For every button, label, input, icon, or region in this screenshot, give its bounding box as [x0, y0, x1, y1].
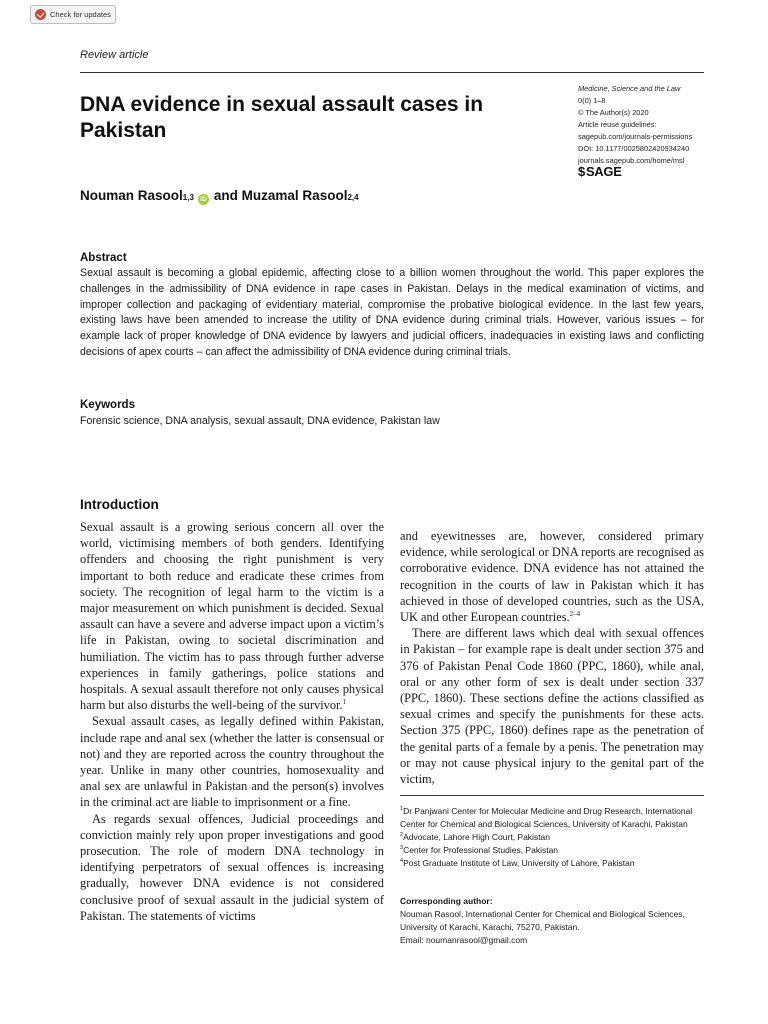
- citation-ref[interactable]: 1: [342, 698, 347, 707]
- keywords-heading: Keywords: [80, 399, 135, 411]
- body-column-left: [80, 519, 384, 924]
- paragraph: There are different laws which deal with sexual offences in Pakistan – for example rape is dealt under section 375 and 376 of Pakistan Penal Code 1860 (PPC, 1860), while anal, oral or any other form of sex is dealt under section 337 (PPC, 1860). These sections define the actions classified as sexual crimes and specify the punishments for these acts. Section 375 (PPC, 1860) defines rape as the penetration of the genital parts of a female by a penis. The penetration may or may not cause physical injury to the genital part of the victim,: [400, 626, 704, 787]
- check-for-updates-button[interactable]: [30, 5, 116, 24]
- article-title: DNA evidence in sexual assault cases in Pakistan: [80, 93, 484, 142]
- check-updates-icon: [35, 9, 46, 20]
- footnote: [400, 844, 710, 857]
- article-type: Review article: [80, 49, 149, 61]
- corresponding-author: [400, 895, 710, 947]
- paragraph: [80, 519, 384, 713]
- footnote-number: 4: [400, 858, 404, 865]
- body-column-right: [400, 528, 704, 787]
- corresponding-email[interactable]: Email: noumanrasool@gmail.com: [400, 935, 528, 945]
- keywords-text: Forensic science, DNA analysis, sexual assault, DNA evidence, Pakistan law: [80, 415, 440, 427]
- affiliation-footnotes: [400, 805, 710, 870]
- author-2-affiliation: 2,4: [347, 193, 359, 202]
- author-1-affiliation: 1,3: [182, 193, 194, 202]
- author-1: Nouman Rasool: [80, 188, 183, 203]
- footnote-number: 3: [400, 845, 404, 852]
- introduction-heading: Introduction: [80, 497, 159, 512]
- paragraph-text: Sexual assault is a growing serious concern all over the world, victimising members of both genders. Identifying offenders and choosing the right punishment is very important to both reduce and eradicate these crimes from society. The recognition of legal harm to the victim is a major measurement on which punishment is decided. Sexual assault can have a severe and adverse impact upon a victim’s life in Pakistan, owing to societal discrimination and humiliation. The victim has to pass through further adverse experiences in family gatherings, police stations and hospitals. A sexual assault therefore not only causes physical harm but also disturbs the well-being of the survivor.: [80, 520, 384, 713]
- corresponding-heading: Corresponding author:: [400, 896, 493, 906]
- corresponding-address: Nouman Rasool, International Center for Chemical and Biological Sciences, University of Karachi, Karachi, 75270, Pakistan.: [400, 909, 685, 932]
- footnote-text: Advocate, Lahore High Court, Pakistan: [403, 832, 551, 842]
- copyright: © The Author(s) 2020: [578, 108, 649, 117]
- author-2: Muzamal Rasool: [241, 188, 348, 203]
- paragraph-text: and eyewitnesses are, however, considered primary evidence, while serological or DNA reports are recognised as corroborative evidence. DNA evidence has not attained the recognition in the courts of law in Pakistan which it has achieved in those of developed countries, such as the USA, UK and other European countries.: [400, 529, 704, 625]
- footnote-number: 1: [400, 806, 404, 813]
- sage-logo: [578, 164, 622, 179]
- footnote: [400, 831, 710, 844]
- author-conjunction: and: [213, 188, 238, 203]
- sage-mark-icon: $: [578, 164, 585, 179]
- abstract-text: Sexual assault is becoming a global epidemic, affecting close to a billion women throughout the world. This paper explores the challenges in the admissibility of DNA evidence in rape cases in Pakistan. Delays in the medical examination of victims, and improper collection and packaging of evidentiary material, compromise the probative biological evidence. In the last few years, existing laws have been amended to increase the utility of DNA evidence during criminal trials. However, various issues – for example lack of proper knowledge of DNA evidence by lawyers and judicial officers, inadequacies in existing laws and conflicting decisions of apex courts – can affect the admissibility of DNA evidence during criminal trials.: [80, 267, 704, 358]
- footnote-text: Center for Professional Studies, Pakistan: [403, 845, 559, 855]
- journal-issue: 0(0) 1–8: [578, 96, 606, 105]
- journal-info: [578, 83, 718, 167]
- abstract-heading: Abstract: [80, 252, 127, 264]
- footnote-divider: [400, 795, 704, 796]
- footnote-text: Post Graduate Institute of Law, University of Lahore, Pakistan: [403, 858, 635, 868]
- journal-name: Medicine, Science and the Law: [578, 84, 681, 93]
- journal-homepage[interactable]: journals.sagepub.com/home/msl: [578, 156, 685, 165]
- header-divider: [80, 72, 704, 73]
- orcid-icon[interactable]: iD: [198, 194, 209, 205]
- citation-ref[interactable]: 2–4: [569, 609, 581, 618]
- footnote: [400, 857, 710, 870]
- doi[interactable]: DOI: 10.1177/0025802420934240: [578, 144, 690, 153]
- sage-logo-text: SAGE: [585, 164, 622, 179]
- footnote: [400, 805, 710, 831]
- paragraph: [400, 528, 704, 625]
- check-updates-label: Check for updates: [50, 10, 111, 19]
- footnote-number: 2: [400, 832, 404, 839]
- paragraph: Sexual assault cases, as legally defined within Pakistan, include rape and anal sex (whether the latter is consensual or not) and they are reported across the country throughout the year. Unlike in many other countries, homosexuality and anal sex are unlawful in Pakistan and the person(s) involves in the criminal act are liable to imprisonment or a fine.: [80, 714, 384, 810]
- paragraph: As regards sexual offences, Judicial proceedings and conviction mainly rely upon proper investigations and good prosecution. The role of modern DNA technology in identifying perpetrators of sexual offences is increasing gradually, however DNA evidence is not considered conclusive proof of sexual assault in the judicial system of Pakistan. The statements of victims: [80, 811, 384, 923]
- footnote-text: Dr Panjwani Center for Molecular Medicine and Drug Research, International Center for Chemical and Biological Sciences, University of Karachi, Pakistan: [400, 806, 693, 829]
- reuse-link[interactable]: sagepub.com/journals-permissions: [578, 132, 693, 141]
- reuse-heading: Article reuse guidelines:: [578, 120, 657, 129]
- author-line: [80, 188, 359, 204]
